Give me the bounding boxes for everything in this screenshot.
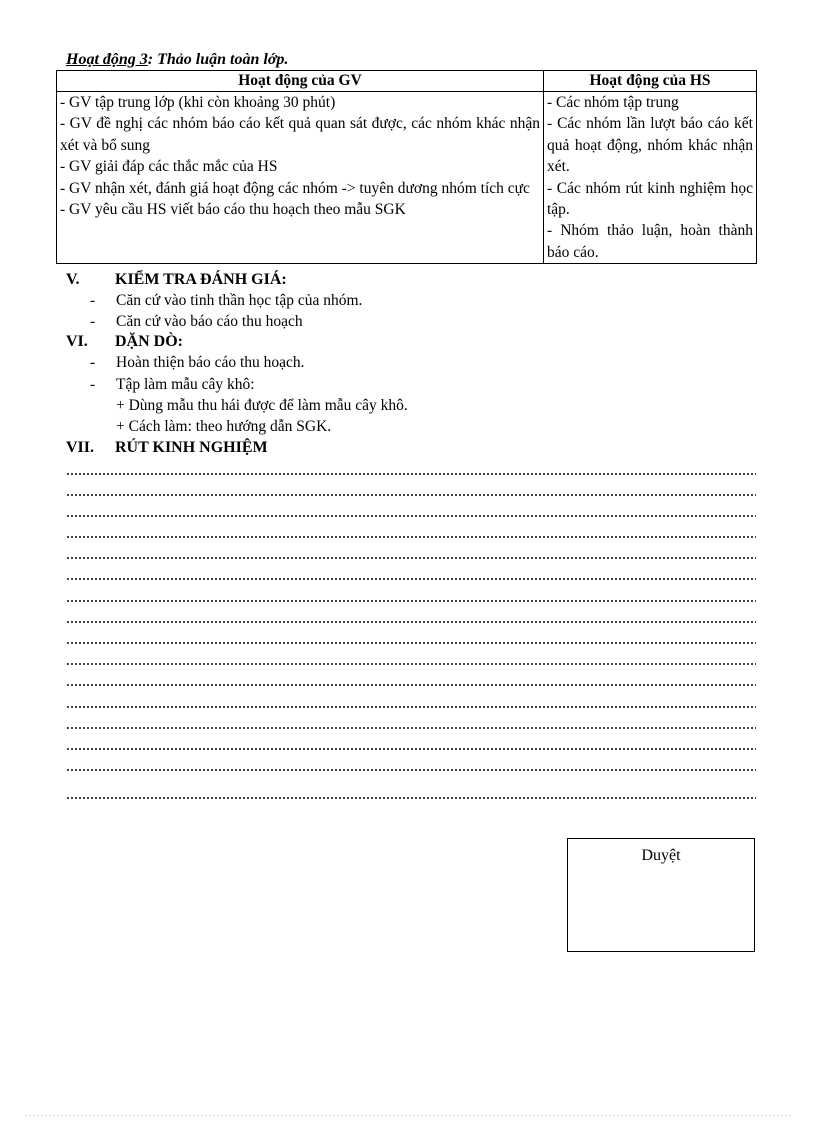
bullet-dash-icon: - [90, 313, 96, 330]
section-vi-heading [66, 333, 183, 351]
dotted-line [66, 515, 756, 517]
dotted-line [66, 797, 756, 799]
list-item [90, 292, 362, 310]
list-item [90, 354, 305, 372]
section-title: RÚT KINH NGHIỆM [115, 439, 268, 456]
table-body-row [57, 92, 757, 264]
section-title: DẶN DÒ: [115, 333, 183, 350]
bullet-dash-icon: - [90, 376, 96, 393]
gv-line: - GV đề nghị các nhóm báo cáo kết quả quan sát được, các nhóm khác nhận xét và bổ sung [60, 115, 540, 154]
approval-label: Duyệt [641, 847, 681, 864]
section-v-heading [66, 271, 287, 289]
dotted-line [66, 494, 756, 496]
header-hs: Hoạt động của HS [544, 71, 757, 92]
list-item [90, 313, 303, 331]
gv-line: - GV giải đáp các thắc mắc của HS [60, 158, 278, 176]
activity-heading [66, 51, 288, 69]
footer-rule [24, 1115, 792, 1116]
gv-line: - GV tập trung lớp (khi còn khoảng 30 phút) [60, 94, 336, 111]
section-number: VI. [66, 333, 88, 350]
gv-cell [57, 92, 544, 264]
dotted-line [66, 557, 756, 559]
gv-line: - GV yêu cầu HS viết báo cáo thu hoạch theo mẫu SGK [60, 201, 406, 219]
dotted-line [66, 621, 756, 623]
hs-line: - Các nhóm lần lượt báo cáo kết quả hoạt động, nhóm khác nhận xét. [547, 115, 753, 176]
list-item-text: Căn cứ vào báo cáo thu hoạch [116, 313, 303, 330]
section-number: V. [66, 271, 80, 288]
gv-line: - GV nhận xét, đánh giá hoạt động các nhóm -> tuyên dương nhóm tích cực [60, 179, 530, 197]
list-item-text: Tập làm mẫu cây khô: [116, 376, 255, 393]
list-item-text: Căn cứ vào tinh thần học tập của nhóm. [116, 292, 363, 309]
section-title: KIỂM TRA ĐÁNH GIÁ: [115, 271, 287, 288]
bullet-dash-icon: - [90, 292, 96, 309]
hs-line: - Các nhóm tập trung [547, 94, 679, 111]
hs-line: - Nhóm thảo luận, hoàn thành báo cáo. [547, 222, 753, 261]
hs-line: - Các nhóm rút kinh nghiệm học tập. [547, 179, 753, 219]
hs-cell [544, 92, 757, 264]
section-vii-heading [66, 439, 268, 457]
table-header-row [57, 71, 757, 92]
dotted-line [66, 706, 756, 708]
header-gv: Hoạt động của GV [57, 71, 544, 92]
activity-label: Hoạt động 3 [66, 51, 148, 68]
dotted-line [66, 536, 756, 538]
bullet-dash-icon: - [90, 354, 96, 371]
dotted-line [66, 663, 756, 665]
dotted-line [66, 600, 756, 602]
section-number: VII. [66, 439, 95, 456]
list-item-text: Hoàn thiện báo cáo thu hoạch. [116, 354, 305, 371]
dotted-line [66, 727, 756, 729]
dotted-line [66, 473, 756, 475]
sub-item: + Dùng mẫu thu hái được để làm mẫu cây khô. [116, 397, 408, 414]
dotted-line [66, 578, 756, 580]
activity-table [56, 70, 757, 264]
activity-title: : Thảo luận toàn lớp. [147, 51, 289, 68]
approval-box [567, 838, 755, 952]
dotted-line [66, 684, 756, 686]
sub-item: + Cách làm: theo hướng dẫn SGK. [116, 418, 332, 435]
list-item [90, 376, 255, 394]
dotted-line [66, 769, 756, 771]
dotted-line [66, 642, 756, 644]
dotted-line [66, 748, 756, 750]
